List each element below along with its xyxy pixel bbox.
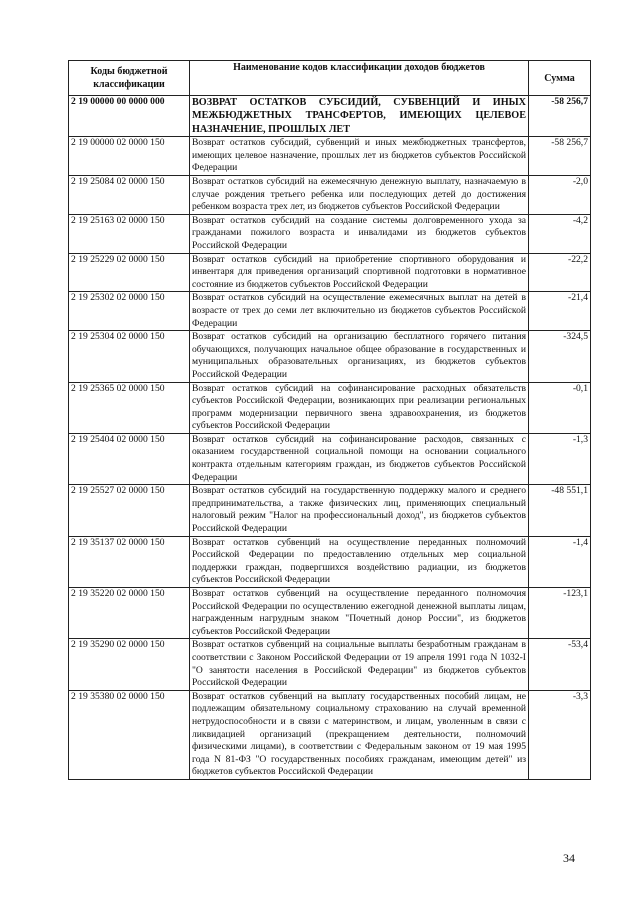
sum-cell: -58 256,7 (529, 96, 591, 137)
sum-cell: -0,1 (529, 382, 591, 433)
header-name: Наименование кодов классификации доходов бюджетов (190, 61, 529, 96)
sum-cell: -21,4 (529, 292, 591, 331)
code-cell: 2 19 25163 02 0000 150 (69, 214, 190, 253)
sum-cell: -22,2 (529, 253, 591, 292)
code-cell: 2 19 35137 02 0000 150 (69, 536, 190, 587)
table-row (69, 588, 591, 639)
table-row (69, 96, 591, 137)
code-cell: 2 19 35380 02 0000 150 (69, 690, 190, 779)
table-row (69, 292, 591, 331)
table-row (69, 433, 591, 484)
name-cell: ВОЗВРАТ ОСТАТКОВ СУБСИДИЙ, СУБВЕНЦИЙ И ИНЫХ МЕЖБЮДЖЕТНЫХ ТРАНСФЕРТОВ, ИМЕЮЩИХ ЦЕЛЕВОЕ НАЗНАЧЕНИЕ, ПРОШЛЫХ ЛЕТ (190, 96, 529, 137)
table-row (69, 253, 591, 292)
sum-cell: -1,3 (529, 433, 591, 484)
sum-cell: -58 256,7 (529, 137, 591, 176)
table-row (69, 485, 591, 536)
page-number: 34 (563, 851, 575, 865)
table-row (69, 639, 591, 690)
name-cell: Возврат остатков субсидий на осуществление ежемесячных выплат на детей в возрасте от трех до семи лет включительно из бюджетов субъектов Российской Федерации (190, 292, 529, 331)
code-cell: 2 19 25304 02 0000 150 (69, 331, 190, 382)
table-row (69, 536, 591, 587)
table-row (69, 382, 591, 433)
name-cell: Возврат остатков субсидий, субвенций и иных межбюджетных трансфертов, имеющих целевое назначение, прошлых лет из бюджетов субъектов Российской Федерации (190, 137, 529, 176)
sum-cell: -48 551,1 (529, 485, 591, 536)
code-cell: 2 19 00000 00 0000 000 (69, 96, 190, 137)
name-cell: Возврат остатков субвенций на осуществление переданного полномочия Российской Федерации по осуществлению ежегодной денежной выплаты лицам, награжденным нагрудным знаком "Почетный донор России", из бюджетов субъектов Российской Федерации (190, 588, 529, 639)
code-cell: 2 19 35290 02 0000 150 (69, 639, 190, 690)
sum-cell: -324,5 (529, 331, 591, 382)
name-cell: Возврат остатков субсидий на приобретение спортивного оборудования и инвентаря для приведения организаций спортивной подготовки в нормативное состояние из бюджетов субъектов Российской Федерации (190, 253, 529, 292)
table-row (69, 214, 591, 253)
header-code: Коды бюджетной классификации (69, 61, 190, 96)
name-cell: Возврат остатков субсидий на ежемесячную денежную выплату, назначаемую в случае рождения третьего ребенка или последующих детей до достижения ребенком возраста трех лет, из бюджетов субъектов Российской Федерации (190, 176, 529, 215)
code-cell: 2 19 35220 02 0000 150 (69, 588, 190, 639)
header-sum: Сумма (529, 61, 591, 96)
code-cell: 2 19 25084 02 0000 150 (69, 176, 190, 215)
code-cell: 2 19 00000 02 0000 150 (69, 137, 190, 176)
sum-cell: -4,2 (529, 214, 591, 253)
table-row (69, 690, 591, 779)
sum-cell: -1,4 (529, 536, 591, 587)
name-cell: Возврат остатков субвенций на осуществление переданных полномочий Российской Федерации по предоставлению отдельных мер социальной поддержки граждан, подвергшихся воздействию радиации, из бюджетов субъектов Российской Федерации (190, 536, 529, 587)
code-cell: 2 19 25302 02 0000 150 (69, 292, 190, 331)
code-cell: 2 19 25527 02 0000 150 (69, 485, 190, 536)
table-row (69, 137, 591, 176)
table-row (69, 331, 591, 382)
name-cell: Возврат остатков субвенций на социальные выплаты безработным гражданам в соответствии с Законом Российской Федерации от 19 апреля 1991 года N 1032-I "О занятости населения в Российской Федерации" из бюджетов субъектов Российской Федерации (190, 639, 529, 690)
name-cell: Возврат остатков субсидий на организацию бесплатного горячего питания обучающихся, получающих начальное общее образование в государственных и муниципальных образовательных организациях, из бюджетов субъектов Российской Федерации (190, 331, 529, 382)
code-cell: 2 19 25229 02 0000 150 (69, 253, 190, 292)
name-cell: Возврат остатков субсидий на софинансирование расходных обязательств субъектов Российской Федерации, возникающих при реализации региональных программ модернизации первичного звена здравоохранения, из бюджетов субъектов Российской Федерации (190, 382, 529, 433)
name-cell: Возврат остатков субсидий на создание системы долговременного ухода за гражданами пожилого возраста и инвалидами из бюджетов субъектов Российской Федерации (190, 214, 529, 253)
budget-table (68, 60, 591, 780)
name-cell: Возврат остатков субсидий на государственную поддержку малого и среднего предпринимательства, а также физических лиц, применяющих специальный налоговый режим "Налог на профессиональный доход", из бюджетов субъектов Российской Федерации (190, 485, 529, 536)
sum-cell: -53,4 (529, 639, 591, 690)
table-header-row (69, 61, 591, 96)
sum-cell: -2,0 (529, 176, 591, 215)
table-row (69, 176, 591, 215)
sum-cell: -123,1 (529, 588, 591, 639)
code-cell: 2 19 25404 02 0000 150 (69, 433, 190, 484)
code-cell: 2 19 25365 02 0000 150 (69, 382, 190, 433)
name-cell: Возврат остатков субсидий на софинансирование расходов, связанных с оказанием государственной социальной помощи на основании социального контракта отдельным категориям граждан, из бюджетов субъектов Российской Федерации (190, 433, 529, 484)
sum-cell: -3,3 (529, 690, 591, 779)
name-cell: Возврат остатков субвенций на выплату государственных пособий лицам, не подлежащим обязательному социальному страхованию на случай временной нетрудоспособности и в связи с материнством, и лицам, уволенным в связи с ликвидацией организаций (прекращением деятельности, полномочий физическими лицами), в соответствии с Федеральным законом от 19 мая 1995 года N 81-ФЗ "О государственных пособиях гражданам, имеющим детей" из бюджетов субъектов Российской Федерации (190, 690, 529, 779)
